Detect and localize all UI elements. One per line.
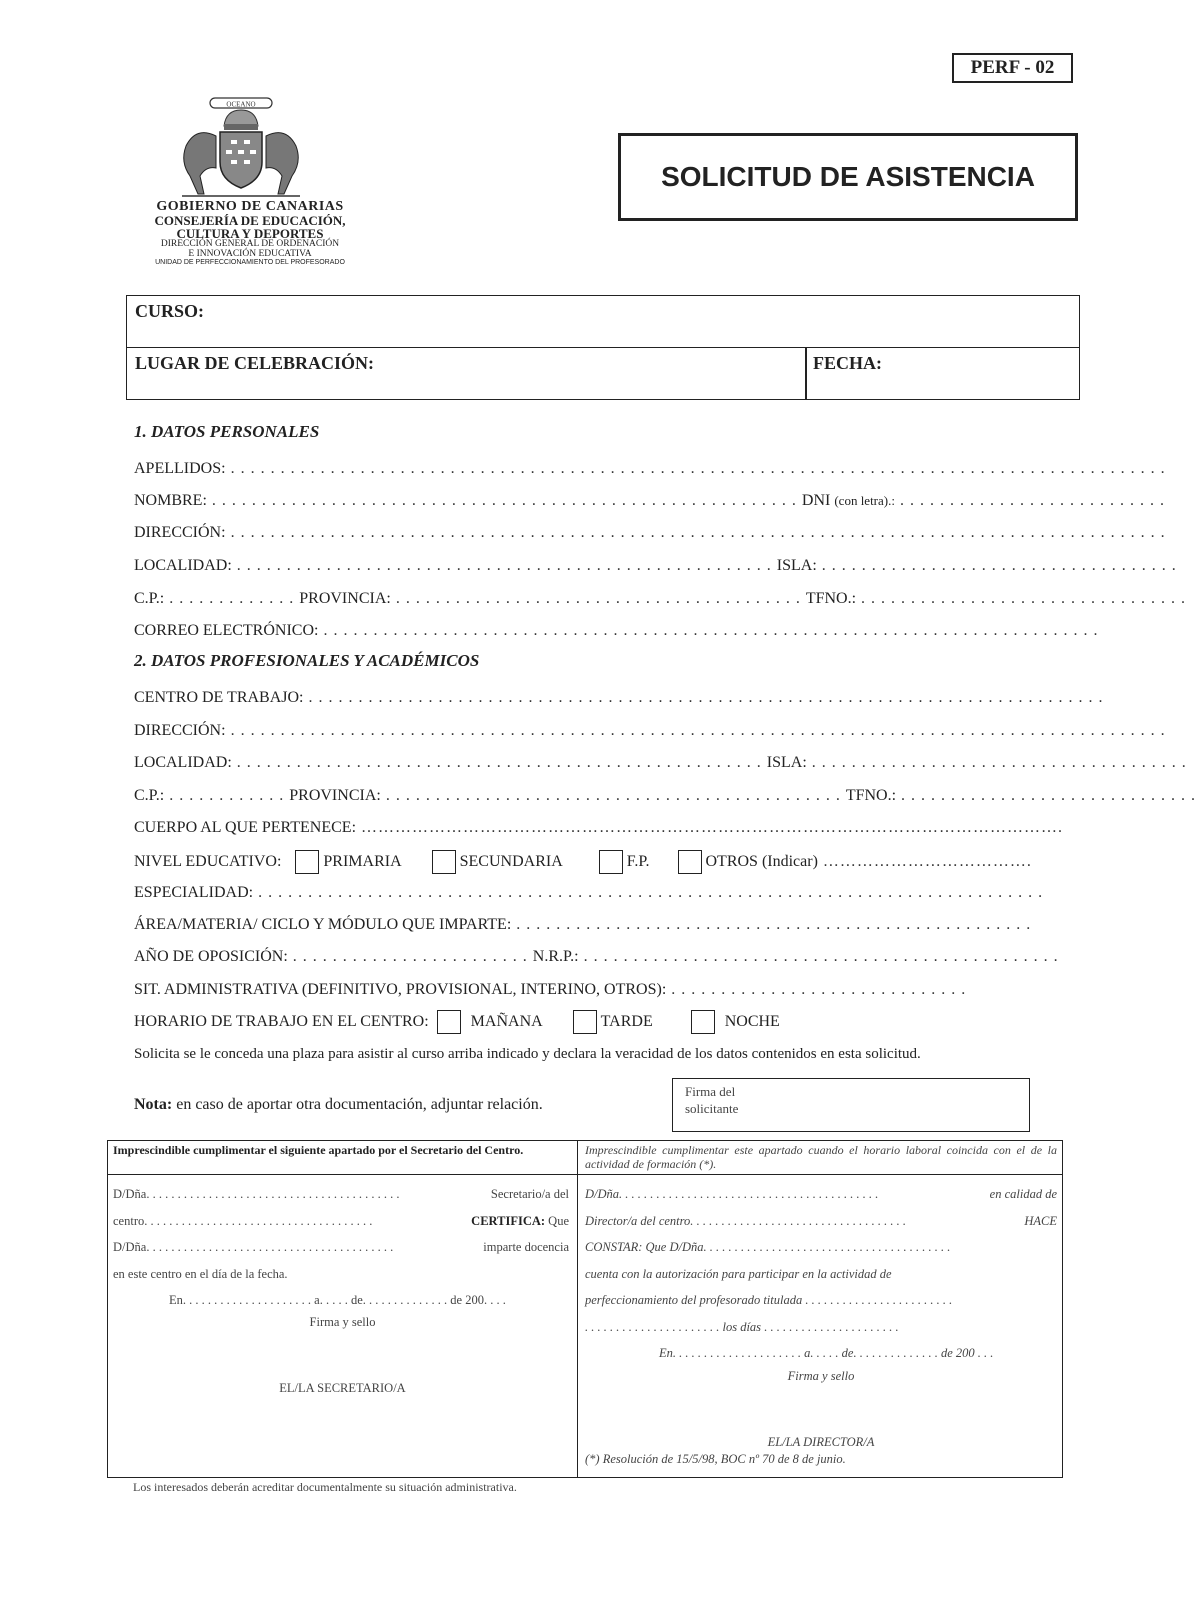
org-line: GOBIERNO DE CANARIAS <box>156 199 344 214</box>
cp-provincia-tfno-centro-field[interactable]: C.P.: . . . . . . . . . . . . PROVINCIA: . . . . . . . . . . . . . . . . . . . . . . . . . . . . . . . . . . . . . . . . . . . . . . TFNO.: . . . . . . . . . . . . . . . . . . . . . . . . . . . . . . <box>134 787 1196 804</box>
coat-of-arms-icon <box>176 96 306 200</box>
org-line: DIRECCIÓN GENERAL DE ORDENACIÓN <box>160 239 340 249</box>
nivel-label: NIVEL EDUCATIVO: <box>134 853 282 870</box>
dir-en-label: En. <box>659 1346 677 1360</box>
nombre-label: NOMBRE: <box>134 492 207 509</box>
constar-label: CONSTAR: Que D/Dña. <box>585 1240 707 1254</box>
dir-dias-text: los días <box>722 1319 762 1334</box>
cuerpo-label: CUERPO AL QUE PERTENECE: <box>134 819 357 836</box>
dir-autorizacion-text: cuenta con la autorización para participar en la actividad de <box>585 1266 892 1281</box>
option-noche-label: NOCHE <box>724 1013 780 1030</box>
sec-fecha-text: en este centro en el día de la fecha. <box>113 1266 288 1281</box>
apellidos-field[interactable]: APELLIDOS: . . . . . . . . . . . . . . . . . . . . . . . . . . . . . . . . . . . . . . . . . . . . . . . . . . . . . . . . . . . . . . . . . . . . . . . . . . . . . . . . . . . . . . . . . . . . . . <box>134 460 1166 477</box>
especialidad-field[interactable]: ESPECIALIDAD: . . . . . . . . . . . . . . . . . . . . . . . . . . . . . . . . . . . . . . . . . . . . . . . . . . . . . . . . . . . . . . . . . . . . . . . . . . . . . . . <box>134 884 1044 901</box>
option-otros-label: OTROS (Indicar) <box>705 853 818 870</box>
signature-label-1: Firma del <box>685 1084 736 1099</box>
option-secundaria-label: SECUNDARIA <box>459 853 563 870</box>
org-line: CONSEJERÍA DE EDUCACIÓN, <box>154 213 346 228</box>
cuerpo-field[interactable]: CUERPO AL QUE PERTENECE: ……………………………………………………………………………………………………………. <box>134 819 1064 836</box>
localidad-centro-field[interactable]: LOCALIDAD: . . . . . . . . . . . . . . . . . . . . . . . . . . . . . . . . . . . . . . . . . . . . . . . . . . . . . ISLA: . . . . . . . . . . . . . . . . . . . . . . . . . . . . . . . . . . . . . . <box>134 754 1187 771</box>
direccion-centro-field[interactable]: DIRECCIÓN: . . . . . . . . . . . . . . . . . . . . . . . . . . . . . . . . . . . . . . . . . . . . . . . . . . . . . . . . . . . . . . . . . . . . . . . . . . . . . . . . . . . . . . . . . . . . . . <box>134 722 1166 739</box>
course-info-box <box>126 295 1080 400</box>
hace-label: HACE <box>1024 1213 1057 1228</box>
area-label: ÁREA/MATERIA/ CICLO Y MÓDULO QUE IMPARTE: <box>134 916 512 933</box>
sec-en-label: En. <box>169 1293 187 1307</box>
correo-field[interactable]: CORREO ELECTRÓNICO: . . . . . . . . . . . . . . . . . . . . . . . . . . . . . . . . . . . . . . . . . . . . . . . . . . . . . . . . . . . . . . . . . . . . . . . . . . . . . . <box>134 622 1099 639</box>
sec-de-label: de. <box>350 1293 366 1307</box>
option-manana-label: MAÑANA <box>470 1013 543 1030</box>
signature-box[interactable] <box>672 1078 1030 1132</box>
footer-note: Los interesados deberán acreditar documentalmente su situación administrativa. <box>133 1480 517 1494</box>
checkbox-tarde[interactable] <box>573 1010 597 1034</box>
dir-firma-label: Firma y sello <box>787 1369 855 1383</box>
sec-dna-label: D/Dña. <box>113 1187 150 1201</box>
correo-label: CORREO ELECTRÓNICO: <box>134 622 319 639</box>
sit-administrativa-field[interactable]: SIT. ADMINISTRATIVA (DEFINITIVO, PROVISIONAL, INTERINO, OTROS): . . . . . . . . . . . . . . . . . . . . . . . . . . . . . . <box>134 981 967 998</box>
direccion-centro-label: DIRECCIÓN: <box>134 722 226 739</box>
localidad-label: LOCALIDAD: <box>134 557 232 574</box>
sec-que-text: Que <box>548 1213 569 1228</box>
ano-label: AÑO DE OPOSICIÓN: <box>134 948 288 965</box>
declaration-text: Solicita se le conceda una plaza para asistir al curso arriba indicado y declara la veracidad de los datos contenidos en esta solicitud. <box>134 1046 921 1062</box>
nota-text: en caso de aportar otra documentación, adjuntar relación. <box>176 1096 543 1113</box>
sit-label: SIT. ADMINISTRATIVA (DEFINITIVO, PROVISIONAL, INTERINO, OTROS): <box>134 981 667 998</box>
ano-nrp-field[interactable]: AÑO DE OPOSICIÓN: . . . . . . . . . . . . . . . . . . . . . . . . N.R.P.: . . . . . . . . . . . . . . . . . . . . . . . . . . . . . . . . . . . . . . . . . . . . . . . . <box>134 948 1059 965</box>
area-materia-field[interactable]: ÁREA/MATERIA/ CICLO Y MÓDULO QUE IMPARTE: . . . . . . . . . . . . . . . . . . . . . . . . . . . . . . . . . . . . . . . . . . . . . . . . . . . . <box>134 916 1032 933</box>
curso-label: CURSO: <box>135 301 205 321</box>
certification-divider <box>577 1141 578 1477</box>
sec-docencia-text: imparte docencia <box>483 1240 569 1254</box>
provincia-centro-label: PROVINCIA: <box>289 787 381 804</box>
form-title: SOLICITUD DE ASISTENCIA <box>618 133 1078 221</box>
cp-provincia-tfno-field[interactable]: C.P.: . . . . . . . . . . . . . PROVINCIA: . . . . . . . . . . . . . . . . . . . . . . . . . . . . . . . . . . . . . . . . . TFNO.: . . . . . . . . . . . . . . . . . . . . . . . . . . . . . . . . . <box>134 590 1187 607</box>
checkbox-noche[interactable] <box>691 1010 715 1034</box>
organization-block <box>110 200 390 266</box>
nombre-field[interactable]: NOMBRE: . . . . . . . . . . . . . . . . . . . . . . . . . . . . . . . . . . . . . . . . . . . . . . . . . . . . . . . . . . . DNI (con letra).: . . . . . . . . . . . . . . . . . . . . . . . . . . . <box>134 492 1165 509</box>
secretario-role: EL/LA SECRETARIO/A <box>279 1381 406 1395</box>
sec-a-label: a. <box>314 1293 323 1307</box>
direccion-field[interactable]: DIRECCIÓN: . . . . . . . . . . . . . . . . . . . . . . . . . . . . . . . . . . . . . . . . . . . . . . . . . . . . . . . . . . . . . . . . . . . . . . . . . . . . . . . . . . . . . . . . . . . . . . <box>134 524 1166 541</box>
form-code-badge: PERF - 02 <box>952 53 1073 83</box>
option-fp-label: F.P. <box>626 853 650 870</box>
certification-table <box>107 1140 1063 1478</box>
nota-line <box>134 1094 654 1116</box>
sec-centro-label: centro. <box>113 1213 148 1228</box>
horario-label: HORARIO DE TRABAJO EN EL CENTRO: <box>134 1013 429 1030</box>
apellidos-label: APELLIDOS: <box>134 460 226 477</box>
org-line: CULTURA Y DEPORTES <box>176 226 324 241</box>
tfno-centro-label: TFNO.: <box>845 787 897 804</box>
cp-label: C.P.: <box>134 590 165 607</box>
cp-centro-label: C.P.: <box>134 787 165 804</box>
dir-a-label: a. <box>804 1346 814 1360</box>
curso-row[interactable] <box>127 296 1079 348</box>
director-header: Imprescindible cumplimentar este apartado cuando el horario laboral coincida con el de la actividad de formación (*). <box>585 1143 1057 1171</box>
fecha-divider <box>805 348 807 400</box>
isla-centro-label: ISLA: <box>766 754 807 771</box>
fecha-label: FECHA: <box>813 353 882 373</box>
localidad-field[interactable]: LOCALIDAD: . . . . . . . . . . . . . . . . . . . . . . . . . . . . . . . . . . . . . . . . . . . . . . . . . . . . . . ISLA: . . . . . . . . . . . . . . . . . . . . . . . . . . . . . . . . . . . . <box>134 557 1177 574</box>
dir-dna-label: D/Dña. <box>585 1187 623 1201</box>
nrp-label: N.R.P.: <box>532 948 579 965</box>
option-tarde-label: TARDE <box>600 1013 653 1030</box>
dir-de-label: de. <box>841 1346 857 1360</box>
option-primaria-label: PRIMARIA <box>323 853 402 870</box>
sec-year-label: de 200. <box>450 1293 488 1307</box>
nota-label: Nota: <box>134 1096 173 1113</box>
especialidad-label: ESPECIALIDAD: <box>134 884 254 901</box>
director-body[interactable]: D/Dña. . . . . . . . . . . . . . . . . . . . . . . . . . . . . . . . . . . . . . . . . . en calidad de Director/a del centro. . . . . . . . . . . . . . . . . . . . . . . . . . . . . . . . . . . HACE CONSTAR: Que D/Dña. . . . . . . . . . . . . . . . . . . . . . . . . . . . . . . . . . . . . . . . cuenta con la autorización para participar en la actividad de perfeccionamiento del profesorado titulada . . . . . . . . . . . . . . . . . . . . . . . . . . . . . . . . . . . . . . . . . . . . . . los días . . . . . . . . . . . . . . . . . . . . . . En. . . . . . . . . . . . . . . . . . . . . a. . . . . de. . . . . . . . . . . . . . de 200 . . . <box>585 1181 1057 1367</box>
resolucion-note: (*) Resolución de 15/5/98, BOC nº 70 de 8 de junio. <box>585 1452 846 1466</box>
provincia-label: PROVINCIA: <box>299 590 391 607</box>
tfno-label: TFNO.: <box>805 590 857 607</box>
signature-label-2: solicitante <box>685 1101 739 1116</box>
section-personal-title: 1. DATOS PERSONALES <box>134 422 320 441</box>
org-line: UNIDAD DE PERFECCIONAMIENTO DEL PROFESORADO <box>155 259 345 266</box>
sec-firma-label: Firma y sello <box>309 1315 376 1329</box>
localidad-centro-label: LOCALIDAD: <box>134 754 232 771</box>
checkbox-manana[interactable] <box>437 1010 461 1034</box>
director-role: EL/LA DIRECTOR/A <box>767 1435 875 1449</box>
checkbox-primaria[interactable] <box>295 850 319 874</box>
checkbox-secundaria[interactable] <box>432 850 456 874</box>
dir-calidad-text: en calidad de <box>989 1187 1057 1201</box>
dir-centro-label: Director/a del centro. <box>585 1213 694 1228</box>
secretario-header: Imprescindible cumplimentar el siguiente apartado por el Secretario del Centro. <box>113 1143 524 1157</box>
nivel-educativo-field: NIVEL EDUCATIVO: PRIMARIA SECUNDARIA F.P. OTROS (Indicar) ………………………………. <box>134 847 1054 877</box>
isla-label: ISLA: <box>776 557 817 574</box>
secretario-body[interactable]: D/Dña. . . . . . . . . . . . . . . . . . . . . . . . . . . . . . . . . . . . . . . . . Secretario/a del centro. . . . . . . . . . . . . . . . . . . . . . . . . . . . . . . . . . . . . CERTIFICA: Que D/Dña. . . . . . . . . . . . . . . . . . . . . . . . . . . . . . . . . . . . . . . . imparte docencia en este centro en el día de la fecha. En. . . . . . . . . . . . . . . . . . . . . a. . . . . de. . . . . . . . . . . . . . de 200. . . . <box>113 1181 569 1314</box>
dir-year-label: de 200 <box>940 1346 975 1360</box>
lugar-label: LUGAR DE CELEBRACIÓN: <box>135 353 375 373</box>
section-professional-title: 2. DATOS PROFESIONALES Y ACADÉMICOS <box>134 651 480 670</box>
direccion-label: DIRECCIÓN: <box>134 524 226 541</box>
certifica-label: CERTIFICA: <box>471 1213 546 1228</box>
centro-field[interactable]: CENTRO DE TRABAJO: . . . . . . . . . . . . . . . . . . . . . . . . . . . . . . . . . . . . . . . . . . . . . . . . . . . . . . . . . . . . . . . . . . . . . . . . . . . . . . . . <box>134 689 1104 706</box>
dni-label: DNI <box>801 492 831 509</box>
sec-dna2-label: D/Dña. <box>113 1240 150 1254</box>
checkbox-fp[interactable] <box>599 850 623 874</box>
sec-role-text: Secretario/a del <box>490 1187 569 1201</box>
dni-note: (con letra).: <box>834 493 895 508</box>
svg-text:OCEANO: OCEANO <box>226 100 256 109</box>
org-line: E INNOVACIÓN EDUCATIVA <box>188 248 312 259</box>
centro-label: CENTRO DE TRABAJO: <box>134 689 304 706</box>
dir-titulada-text: perfeccionamiento del profesorado titulada <box>585 1293 803 1307</box>
checkbox-otros[interactable] <box>678 850 702 874</box>
horario-field <box>134 1007 1054 1037</box>
